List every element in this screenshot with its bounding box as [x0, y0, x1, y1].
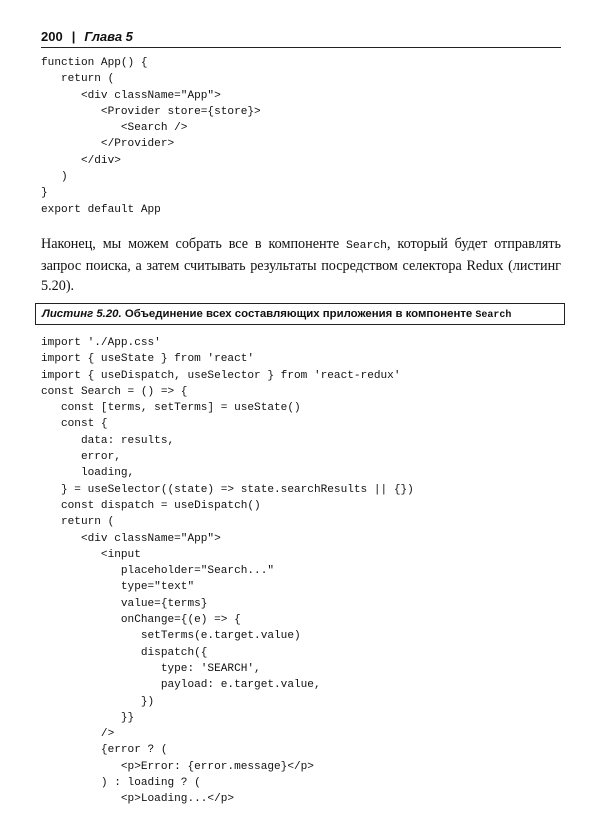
listing-component-name: Search [475, 310, 512, 321]
chapter-title: Глава 5 [84, 29, 133, 44]
paragraph-text-after: , который будет отправлять запрос поиска, а затем считывать результаты посредством селектора Redux (листинг 5.20). [41, 236, 562, 294]
listing-title: Объединение всех составляющих приложения в компоненте [124, 308, 473, 320]
code-block-search: import './App.css' import { useState } from 'react' import { useDispatch, useSelector } from 'react-redux' const Search = () => { const [terms, setTerms] = useState() const { data: results, error, loading, } = useSelector((state) => state.searchResults || {}) const dispatch = useDispatch() return ( <div className="App"> <input placeholder="Search..." type="text" value={terms} onChange={(e) => { setTerms(e.target.value) dispatch({ type: 'SEARCH', payload: e.target.value, }) }} /> {error ? ( <p>Error: {error.message}</p> ) : loading ? ( <p>Loading...</p> [41, 337, 414, 806]
running-header [41, 27, 561, 47]
listing-caption [35, 303, 565, 325]
header-rule [41, 47, 561, 48]
paragraph-text-before: Наконец, мы можем собрать все в компоненте [41, 236, 346, 252]
listing-number: Листинг 5.20. [42, 308, 122, 320]
code-block-app: function App() { return ( <div className="App"> <Provider store={store}> <Search /> </Provider> </div> ) } export default App [41, 57, 261, 216]
header-separator: | [71, 29, 76, 44]
page-number: 200 [41, 29, 63, 44]
body-paragraph [41, 235, 561, 296]
inline-code-search: Search [346, 240, 388, 252]
